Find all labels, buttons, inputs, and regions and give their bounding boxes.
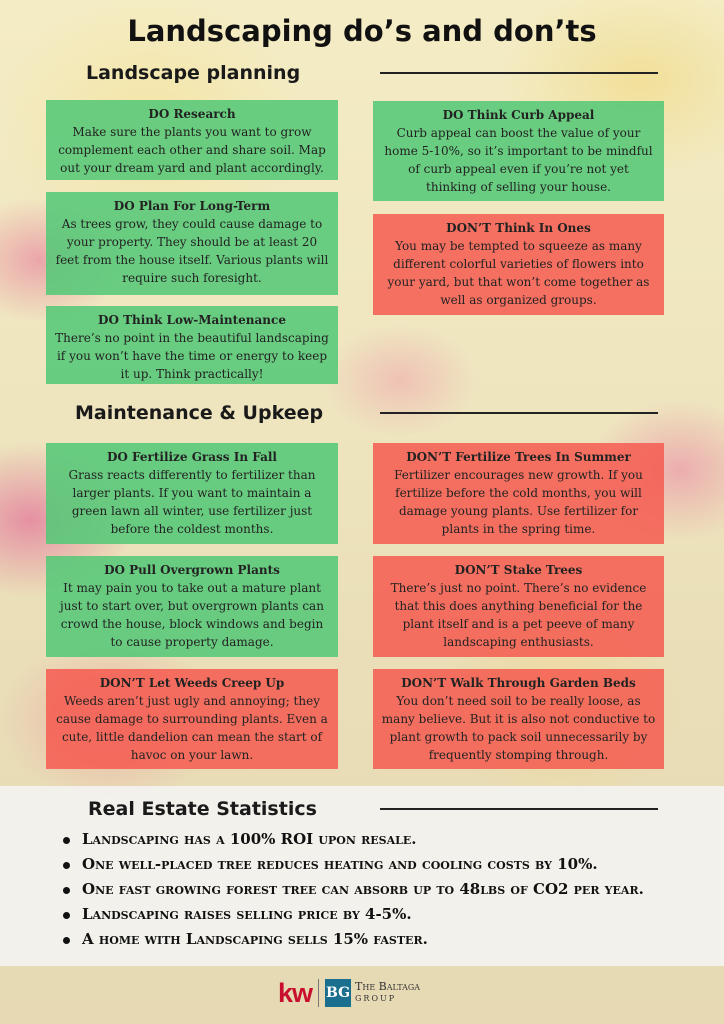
card-do-pull-overgrown	[46, 556, 338, 657]
section-heading-stats: Real Estate Statistics	[88, 798, 317, 820]
card-body: Make sure the plants you want to grow complement each other and share soil. Map out your dream yard and plant accordingly.	[58, 125, 326, 175]
card-do-research	[46, 100, 338, 180]
card-do-plan-long-term	[46, 192, 338, 295]
card-do-fertilize-grass	[46, 443, 338, 544]
stat-item: Landscaping raises selling price by 4-5%.	[60, 905, 644, 930]
section-heading-planning: Landscape planning	[86, 62, 301, 84]
baltaga-mark-icon: BG	[325, 979, 351, 1007]
card-dont-fertilize-trees	[373, 443, 664, 544]
baltaga-brand	[355, 981, 420, 1005]
section-heading-maintenance: Maintenance & Upkeep	[75, 402, 324, 424]
card-do-curb-appeal	[373, 101, 664, 201]
brand-name: The Baltaga	[355, 980, 421, 993]
card-body: It may pain you to take out a mature plant just to start over, but overgrown plants can crowd the house, block windows and begin to cause property damage.	[60, 581, 324, 649]
card-dont-let-weeds	[46, 669, 338, 769]
stat-item: A home with Landscaping sells 15% faster.	[60, 930, 644, 955]
card-body: As trees grow, they could cause damage to your property. They should be at least 20 feet from the house itself. Various plants will require such foresight.	[55, 217, 329, 285]
card-title: DON’T Fertilize Trees In Summer	[406, 450, 631, 464]
card-title: DO Pull Overgrown Plants	[104, 563, 280, 577]
footer-logos	[278, 975, 420, 1011]
card-body: There’s no point in the beautiful landscaping if you won’t have the time or energy to keep it up. Think practically!	[55, 331, 329, 381]
heading-rule	[380, 72, 658, 74]
stat-item: One fast growing forest tree can absorb up to 48lbs of CO2 per year.	[60, 880, 644, 905]
card-body: Weeds aren’t just ugly and annoying; they cause damage to surrounding plants. Even a cute, little dandelion can mean the start of havoc on your lawn.	[56, 694, 328, 762]
kw-logo: kw	[278, 977, 313, 1008]
card-body: You don’t need soil to be really loose, as many believe. But it is also not conductive to plant growth to pack soil unnecessarily by frequently stomping through.	[381, 694, 656, 762]
card-title: DO Research	[148, 107, 236, 121]
card-dont-walk-garden-beds	[373, 669, 664, 769]
stat-item: Landscaping has a 100% ROI upon resale.	[60, 830, 644, 855]
card-body: There’s just no point. There’s no evidence that this does anything beneficial for the plant itself and is a pet peeve of many landscaping enthusiasts.	[390, 581, 647, 649]
heading-rule	[380, 412, 658, 414]
card-title: DON’T Think In Ones	[446, 221, 591, 235]
card-title: DON’T Let Weeds Creep Up	[99, 676, 285, 690]
card-body: You may be tempted to squeeze as many different colorful varieties of flowers into your yard, but that won’t come together as well as organized groups.	[387, 239, 650, 307]
card-dont-stake-trees	[373, 556, 664, 657]
card-title: DO Fertilize Grass In Fall	[106, 450, 277, 464]
card-title: DO Think Curb Appeal	[442, 108, 595, 122]
brand-sub: GROUP	[355, 994, 397, 1003]
card-body: Curb appeal can boost the value of your home 5-10%, so it’s important to be mindful of curb appeal even if you’re not yet thinking of selling your house.	[384, 126, 653, 194]
stat-item: One well-placed tree reduces heating and cooling costs by 10%.	[60, 855, 644, 880]
card-title: DON’T Walk Through Garden Beds	[401, 676, 636, 690]
stats-list	[60, 830, 644, 955]
page-title: Landscaping do’s and don’ts	[127, 14, 597, 48]
card-body: Grass reacts differently to fertilizer than larger plants. If you want to maintain a green lawn all winter, use fertilizer just before the coldest months.	[68, 468, 316, 536]
card-title: DON’T Stake Trees	[454, 563, 583, 577]
card-title: DO Plan For Long-Term	[113, 199, 271, 213]
heading-rule	[380, 808, 658, 810]
logo-divider	[318, 979, 319, 1007]
card-body: Fertilizer encourages new growth. If you fertilize before the cold months, you will damage young plants. Use fertilizer for plants in the spring time.	[394, 468, 643, 536]
card-title: DO Think Low-Maintenance	[98, 313, 286, 327]
card-do-low-maintenance	[46, 306, 338, 384]
card-dont-think-in-ones	[373, 214, 664, 315]
